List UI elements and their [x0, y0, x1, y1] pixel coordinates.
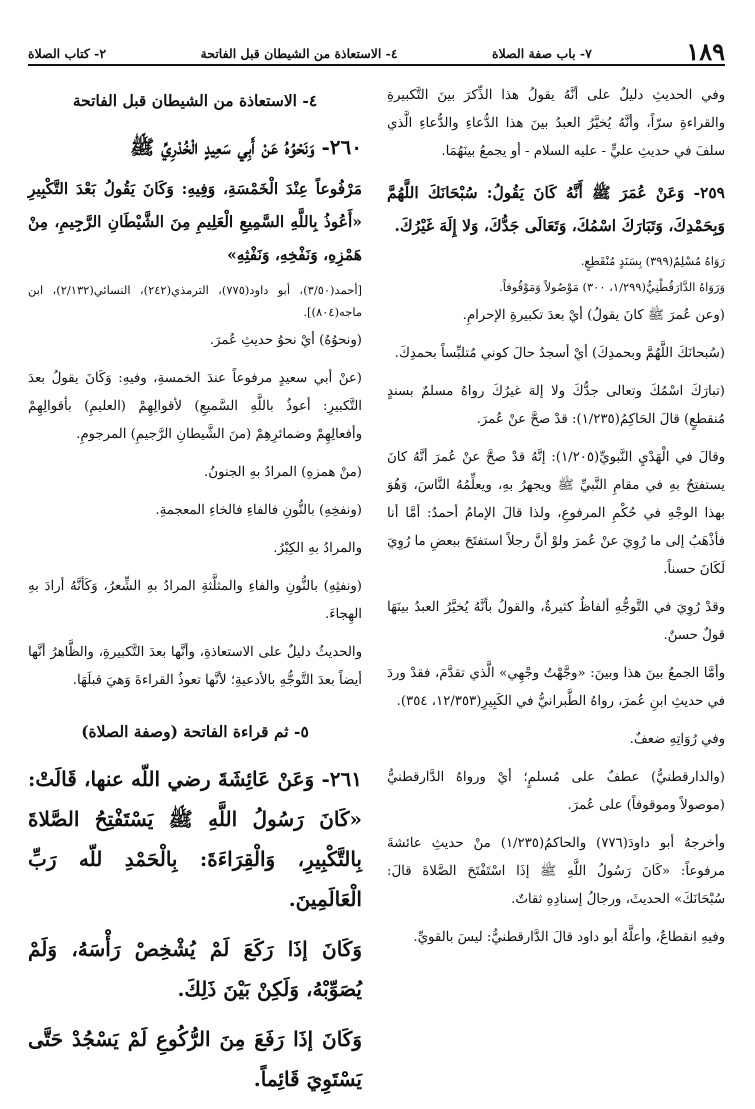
commentary-paragraph: (عنْ أبي سعيدٍ مرفوعاً عندَ الخمسةِ، وفيهِ: وَكَانَ يقولُ بعدَ التَّكبيرِ: أعوذُ باللَّهِ السَّميعِ) لأقوالِهِمْ (العليمِ) بأقوالِهِمْ وأفعالِهِمْ وضمائرِهِمْ (منَ الشَّيطانِ الرَّجيمِ) المرجومِ.: [28, 371, 362, 442]
commentary-paragraph: وفي الحديثِ دليلٌ على أنَّهُ يقولُ هذا الذِّكرَ بينَ التَّكبيرةِ والقراءةِ سرّاً، وأنَّهُ يُخيَّرُ العبدُ بينَ هذا الدُّعاءِ والدُّعاءِ الَّذي سلفَ في حديثِ عليٍّ - عليه السلام - أو يجمعُ بينَهُمَا.: [387, 88, 725, 159]
commentary-paragraph: (ونفثِهِ) بالنُّونِ والفاءِ والمثلَّثةِ المرادُ بهِ الشِّعرُ، وَكَأنَّهُ أرادَ بهِ الهِجاءَ.: [28, 579, 362, 622]
commentary-paragraph: (تبارَكَ اسْمُكَ وتعالى جدُّكَ ولا إلهَ غيرُكَ رواهُ مسلمٌ بسندٍ مُنقطعٍ) قالَ الحَاكِمُ(١/٢٣٥): قدْ صحَّ عنْ عُمرَ.: [387, 384, 725, 427]
commentary-paragraph: وفيهِ انقطاعٌ، وأعلَّهُ أبو داود قالَ الدَّارقطنيُّ: ليسَ بالقويِّ.: [413, 930, 725, 945]
header-section: ٧- باب صفة الصلاة: [492, 46, 592, 61]
header-subsection: ٤- الاستعاذة من الشيطان قبل الفاتحة: [200, 46, 398, 61]
commentary-paragraph: وقدْ رُوِيَ في التَّوجُّهِ ألفاظٌ كثيرةٌ، والقولُ بأنَّهُ يُخيَّرُ العبدُ بينَهَا قولٌ حسنٌ.: [387, 600, 725, 643]
commentary-paragraph: (ونحوُهُ) أيْ نحوُ حديثِ عُمرَ.: [209, 333, 362, 348]
section-title: ٥- ثم قراءة الفاتحة (وصفة الصلاة): [81, 722, 309, 741]
page-number: ١٨٩: [686, 37, 725, 66]
hadith-source: [أحمد(٣/٥٠)، أبو داود(٧٧٥)، الترمذي(٢٤٢)، النسائي(٢/١٣٢)، ابن ماجه(٨٠٤)].: [28, 283, 363, 319]
hadith-259: ٢٥٩- وَعَنْ عُمَرَ ﷺ أَنَّهُ كَانَ يَقُولُ: سُبْحَانَكَ اللَّهُمَّ وَبِحَمْدِكَ، وَتَبَارَكَ اسْمُكَ، وَتَعَالَى جَدُّكَ، وَلا إِلَهَ غَيْرُكَ.: [387, 183, 725, 235]
commentary-paragraph: والمرادُ بهِ الكِبْرُ.: [273, 541, 362, 556]
hadith-261-text: وَكَانَ إذَا رَكَعَ لَمْ يُشْخِصْ رَأْسَهُ، وَلَمْ يُصَوِّبْهُ، وَلَكِنْ بَيْنَ ذَلِكَ.: [28, 937, 362, 1001]
commentary-paragraph: وأخرجهُ أبو داودَ(٧٧٦) والحاكمُ(١/٢٣٥) منْ حديثِ عائشةَ مرفوعاً: «كَانَ رَسُولُ اللَّهِ ﷺ إذَا اسْتَفْتَحَ الصَّلاةَ قالَ: سُبْحَانَكَ» الحديثَ، ورجالُ إسنادِهِ ثقاتٌ.: [387, 836, 725, 907]
commentary-paragraph: وقالَ في الْهَدْيِ النَّبويِّ(١/٢٠٥): إنَّهُ قدْ صحَّ عنْ عُمرَ أنَّهُ كانَ يستفتِحُ بهِ في مقامِ النَّبيِّ ﷺ ويجهرُ بهِ، ويعلِّمُهُ النَّاسَ، وَهُوَ بهذا الوجْهِ في حُكْمِ المرفوعِ، ولذا قالَ الإمامُ أحمدُ: أمَّا أنا فأذْهَبُ إلى ما رُوِيَ عنْ عُمرَ ولوْ أنَّ رجلاً استفتَحَ ببعضِ ما رُوِيَ لَكَانَ حسناً.: [387, 450, 725, 577]
commentary-paragraph: (وعن عُمرَ ﷺ كانَ يقولُ) أيْ بعدَ تكبيرةِ الإحرامِ.: [462, 308, 725, 323]
commentary-paragraph: وأمَّا الجمعُ بينَ هذا وبينَ: «وجَّهْتُ وجْهِي» الَّذي تقدَّمَ، فقدْ وردَ في حديثِ ابنِ عُمرَ، رواهُ الطَّبرانيُّ في الكَبِيرِ(١٢/٣٥٣، ٣٥٤).: [387, 666, 725, 709]
left-column: [28, 82, 362, 1109]
hadith-260-heading: ٢٦٠- وَنَحْوُهُ عَنْ أَبِي سَعِيدٍ الْخُدْرِيِّ ﷺ: [130, 135, 362, 159]
hadith-261-text: وَكَانَ إذَا رَفَعَ مِنَ الرُّكُوعِ لَمْ يَسْجُدْ حَتَّى يَسْتَوِيَ قَائِماً.: [28, 1027, 362, 1091]
hadith-261-text: ٢٦١- وَعَنْ عَائِشَةَ رضي اللّه عنها، قَالَتْ: «كَانَ رَسُولُ اللَّهِ ﷺ يَسْتَفْتِحُ الصَّلاةَ بِالتَّكْبِيرِ، وَالْقِرَاءَةَ: بِالْحَمْدِ للّه رَبِّ الْعَالَمِينَ.: [28, 767, 362, 911]
section-title: ٤- الاستعاذة من الشيطان قبل الفاتحة: [72, 91, 318, 110]
commentary-paragraph: والحديثُ دليلٌ على الاستعاذةِ، وأنَّها بعدَ التَّكبيرةِ، والظَّاهرُ أنَّها أيضاً بعدَ التَّوجُّهِ بالأدعيةِ؛ لأنَّها تعوذُ القراءةَ وَهيَ قبلَهَا.: [28, 645, 362, 688]
commentary-paragraph: (سُبحانَكَ اللَّهُمَّ وبحمدِكَ) أيْ أسجدُ حالَ كوني مُتلبِّساً بحمدِكَ.: [394, 346, 725, 361]
commentary-paragraph: (منْ همزهِ) المرادُ بهِ الجنونُ.: [204, 465, 362, 480]
commentary-paragraph: وفي رُوَاتِهِ ضعفٌ.: [629, 732, 725, 747]
hadith-260-text: مَرْفُوعاً عِنْدَ الْخَمْسَةِ، وَفِيهِ: وَكَانَ يَقُولُ بَعْدَ التَّكْبِيرِ «أَعُوذُ بِاللَّهِ السَّمِيعِ الْعَلِيمِ مِنَ الشَّيْطَانِ الرَّجِيمِ، مِنْ هَمْزِهِ، وَنَفْخِهِ، وَنَفْثِهِ»: [28, 179, 362, 264]
commentary-paragraph: (والدارقطنيُّ) عطفٌ على مُسلمٍ؛ أيْ ورواهُ الدَّارقطنيُّ (موصولاً وموقوفاً) على عُمرَ.: [387, 770, 725, 813]
page-header: [28, 38, 725, 66]
hadith-source: وَرَوَاهُ الدَّارَقُطْنِيُّ(١/٢٩٩، ٣٠٠) مَوْصُولاً وَمَوْقُوفاً.: [499, 280, 725, 294]
hadith-source: رَوَاهُ مُسْلِمٌ(٣٩٩) بِسَنَدٍ مُنْقَطِعٍ.: [580, 254, 725, 268]
commentary-paragraph: (ونفخِهِ) بالنُّونِ فالفاءِ فالخاءِ المعجمةِ.: [155, 503, 362, 518]
header-book-title: ٢- كتاب الصلاة: [28, 46, 107, 61]
right-column: [387, 82, 725, 962]
